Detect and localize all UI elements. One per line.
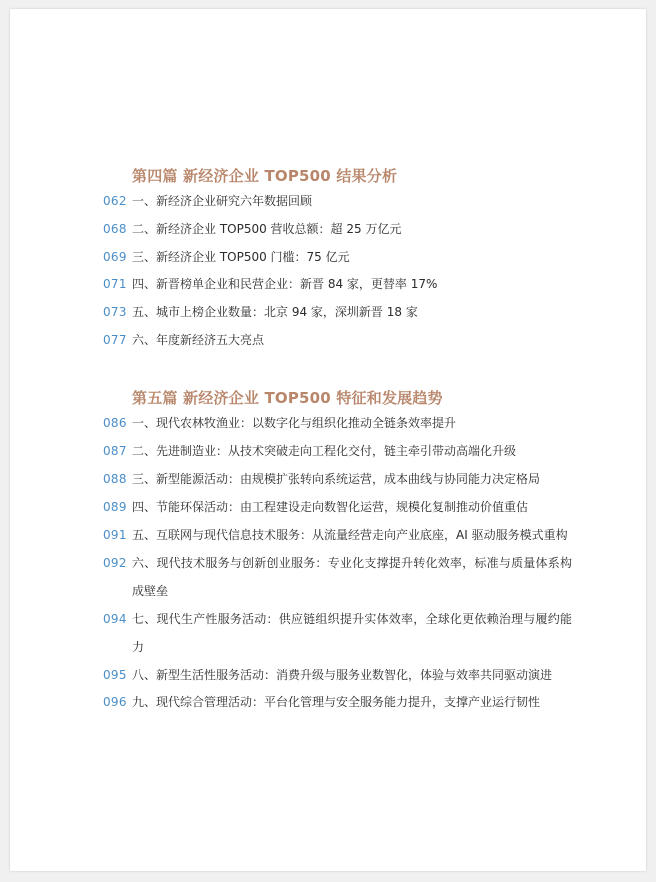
toc-entry[interactable]	[10, 549, 646, 605]
toc-entry[interactable]	[10, 605, 646, 661]
toc-entry[interactable]	[10, 298, 646, 318]
page-number: 094	[103, 612, 127, 626]
entry-title: 三、新经济企业 TOP500 门槛：75 亿元	[132, 250, 350, 264]
toc-entry[interactable]	[10, 187, 646, 207]
toc-entry[interactable]	[10, 661, 646, 681]
toc-entry[interactable]	[10, 493, 646, 513]
entry-title: 一、新经济企业研究六年数据回顾	[132, 194, 313, 208]
toc-entry[interactable]	[10, 437, 646, 457]
toc-entry[interactable]	[10, 326, 646, 346]
toc-entry[interactable]	[10, 243, 646, 263]
page-number: 088	[103, 472, 127, 486]
toc-entry[interactable]	[10, 270, 646, 290]
toc-entry[interactable]	[10, 215, 646, 235]
page-number: 077	[103, 333, 127, 347]
page-number: 089	[103, 500, 127, 514]
entry-title: 二、先进制造业：从技术突破走向工程化交付，链主牵引带动高端化升级	[132, 444, 517, 458]
page-number: 068	[103, 222, 127, 236]
page-number: 096	[103, 695, 127, 709]
entry-title: 五、互联网与现代信息技术服务：从流量经营走向产业底座，AI 驱动服务模式重构	[132, 528, 568, 542]
toc-entry[interactable]	[10, 688, 646, 708]
entry-title: 三、新型能源活动：由规模扩张转向系统运营，成本曲线与协同能力决定格局	[132, 472, 541, 486]
page-number: 091	[103, 528, 127, 542]
entry-title: 四、节能环保活动：由工程建设走向数智化运营，规模化复制推动价值重估	[132, 500, 529, 514]
page-number: 062	[103, 194, 127, 208]
entry-title: 六、年度新经济五大亮点	[132, 333, 265, 347]
document-page	[10, 9, 646, 871]
page-number: 071	[103, 277, 127, 291]
entry-title: 七、现代生产性服务活动：供应链组织提升实体效率，全球化更依赖治理与履约能力	[132, 612, 572, 654]
page-number: 092	[103, 556, 127, 570]
page-number: 073	[103, 305, 127, 319]
toc-entry[interactable]	[10, 521, 646, 541]
toc-entry[interactable]	[10, 465, 646, 485]
entry-title: 四、新晋榜单企业和民营企业：新晋 84 家，更替率 17%	[132, 277, 438, 291]
toc-entry[interactable]	[10, 409, 646, 429]
page-number: 069	[103, 250, 127, 264]
page-number: 095	[103, 668, 127, 682]
page-number: 087	[103, 444, 127, 458]
entry-title: 一、现代农林牧渔业：以数字化与组织化推动全链条效率提升	[132, 416, 457, 430]
entry-title: 二、新经济企业 TOP500 营收总额：超 25 万亿元	[132, 222, 402, 236]
entry-title: 九、现代综合管理活动：平台化管理与安全服务能力提升，支撑产业运行韧性	[132, 695, 541, 709]
section-title: 第五篇 新经济企业 TOP500 特征和发展趋势	[132, 389, 443, 407]
page-number: 086	[103, 416, 127, 430]
section-title: 第四篇 新经济企业 TOP500 结果分析	[132, 167, 398, 185]
entry-title: 八、新型生活性服务活动：消费升级与服务业数智化，体验与效率共同驱动演进	[132, 668, 553, 682]
entry-title: 六、现代技术服务与创新创业服务：专业化支撑提升转化效率，标准与质量体系构成壁垒	[132, 556, 572, 598]
entry-title: 五、城市上榜企业数量：北京 94 家，深圳新晋 18 家	[132, 305, 418, 319]
